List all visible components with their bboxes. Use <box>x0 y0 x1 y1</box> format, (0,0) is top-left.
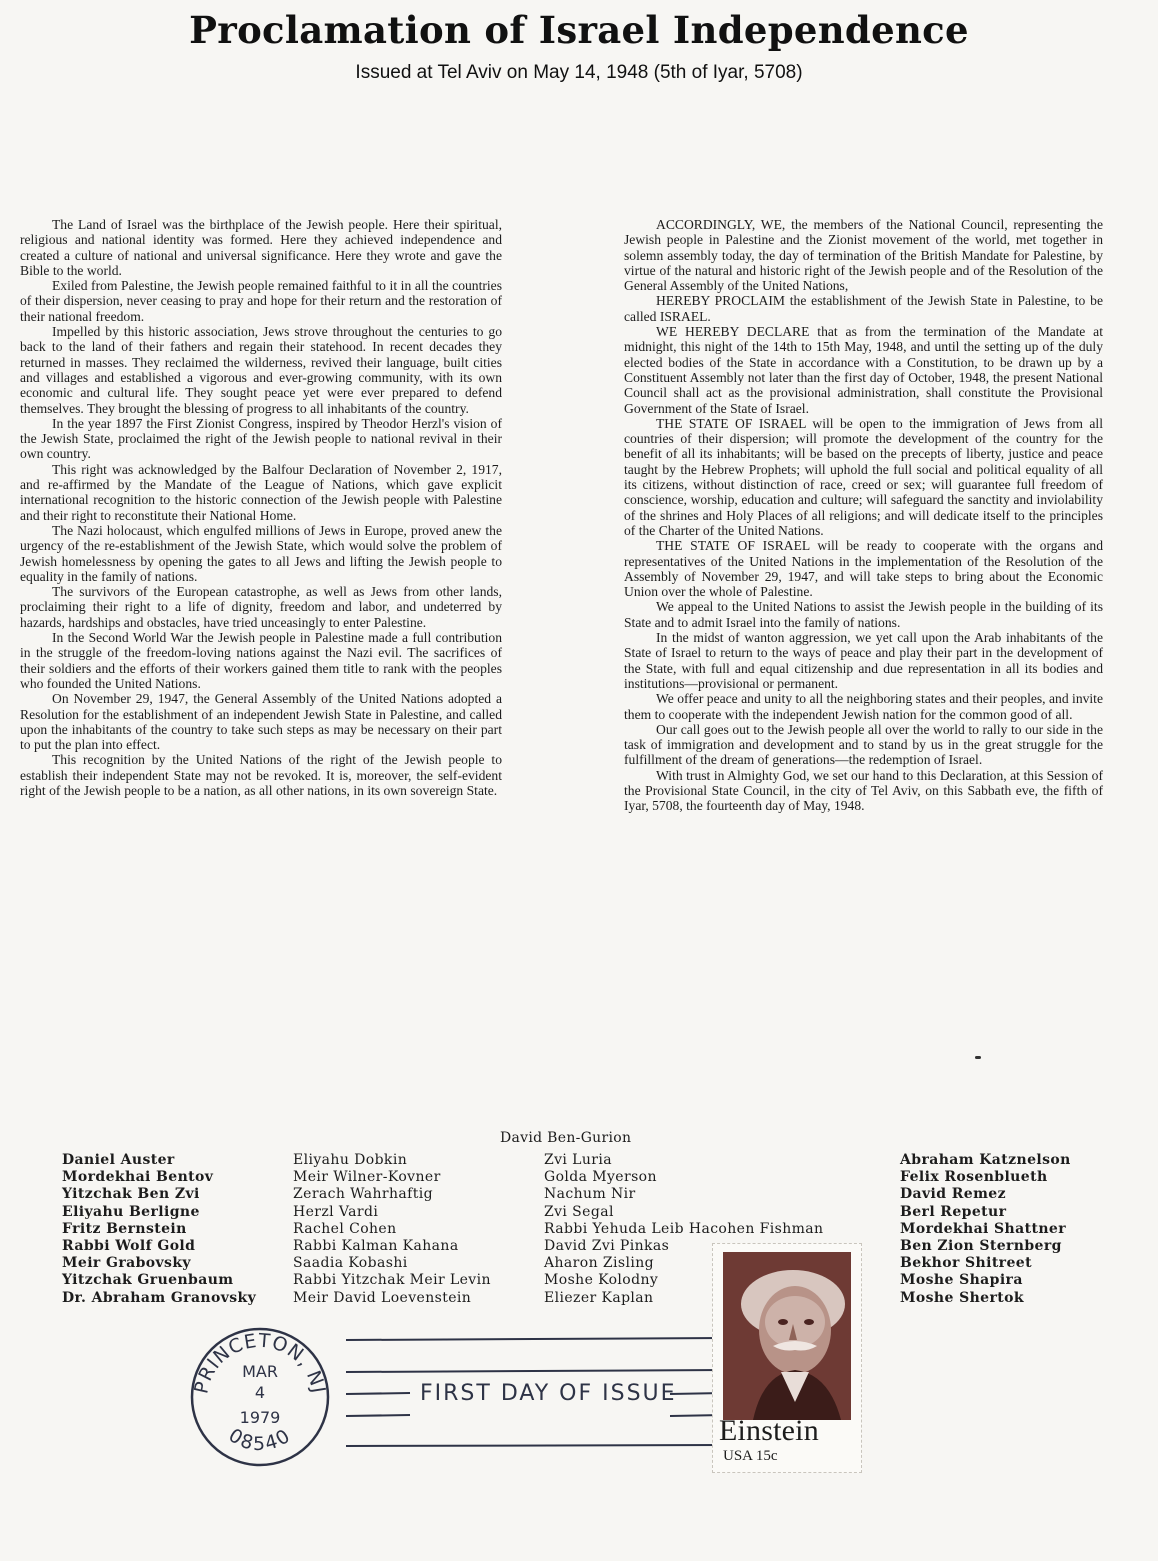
right-column-paragraph: Our call goes out to the Jewish people all over the world to rally to our side in the task of immigration and development and to stand by us in the great struggle for the fulfillment of the dream of generations—the redemption of Israel. <box>624 721 1103 768</box>
stamp-name: Einstein <box>719 1414 819 1447</box>
left-column-paragraph: This right was acknowledged by the Balfour Declaration of November 2, 1917, and re-affirmed by the Mandate of the League of Nations, which gave explicit international recognition to the historic connection of the Jewish people with Palestine and their right to reconstitute their National Home. <box>20 461 502 523</box>
signatory-name: Eliyahu Berligne <box>62 1203 200 1220</box>
postmark-city: PRINCETON, NJ <box>190 1329 330 1396</box>
signatory-name: Moshe Shapira <box>900 1272 1023 1289</box>
left-column-paragraph: The Land of Israel was the birthplace of the Jewish people. Here their spiritual, religious and national identity was formed. Here they achieved independence and created a culture of national and universal significance. Here they wrote and gave the Bible to the world. <box>20 217 502 278</box>
page-title: Proclamation of Israel Independence <box>189 8 969 52</box>
proclamation-left-column <box>20 217 502 798</box>
signatory-name: Abraham Katznelson <box>900 1152 1071 1168</box>
postmark <box>185 1322 335 1472</box>
postmark-month: MAR <box>242 1362 278 1381</box>
postmark-year: 1979 <box>239 1408 281 1427</box>
right-column-paragraph: We appeal to the United Nations to assist the Jewish people in the building of its State and to admit Israel into the family of nations. <box>624 599 1103 630</box>
signatory-name: Yitzchak Gruenbaum <box>62 1272 234 1289</box>
left-column-paragraph: In the Second World War the Jewish people in Palestine made a full contribution in the struggle of the freedom-loving nations against the Nazi evil. The sacrifices of their soldiers and the efforts of their workers gained them title to rank with the peoples who founded the United Nations. <box>20 630 502 691</box>
signatory-name: David Remez <box>900 1186 1006 1203</box>
signatory-name: Rachel Cohen <box>293 1220 397 1237</box>
signatory-name: Bekhor Shitreet <box>900 1255 1032 1272</box>
svg-text:08540 <box>225 1424 296 1455</box>
left-column-paragraph: Impelled by this historic association, Jews strove throughout the centuries to go back to the land of their fathers and regain their statehood. In recent decades they returned in masses. They reclaimed the wilderness, revived their language, built cities and villages and established a vigorous and ever-growing community, with its own economic and cultural life. They sought peace yet were ever prepared to defend themselves. They brought the blessing of progress to all inhabitants of the country. <box>20 324 502 416</box>
einstein-stamp <box>712 1243 862 1473</box>
ink-speck <box>975 1056 981 1059</box>
lead-signatory: David Ben-Gurion <box>500 1130 632 1146</box>
signatory-name: Meir Wilner-Kovner <box>293 1169 441 1186</box>
left-column-paragraph: The Nazi holocaust, which engulfed millions of Jews in Europe, proved anew the urgency of the re-establishment of the Jewish State, which would solve the problem of Jewish homelessness by opening the gates to all Jews and lifting the Jewish people to equality in the family of nations. <box>20 522 502 584</box>
page-subtitle: Issued at Tel Aviv on May 14, 1948 (5th of Iyar, 5708) <box>355 62 803 83</box>
signatory-name: Ben Zion Sternberg <box>900 1237 1062 1254</box>
signatory-name: Zerach Wahrhaftig <box>293 1186 433 1203</box>
signatory-name: Berl Repetur <box>900 1203 1007 1220</box>
signatory-name: Rabbi Wolf Gold <box>62 1237 196 1254</box>
left-column-paragraph: The survivors of the European catastrophe, as well as Jews from other lands, proclaiming their right to a life of dignity, freedom and labor, and undeterred by hazards, hardships and obstacles, have tried unceasingly to enter Palestine. <box>20 584 502 630</box>
signatory-name: Zvi Segal <box>544 1203 614 1220</box>
right-column-paragraph: THE STATE OF ISRAEL will be open to the immigration of Jews from all countries of their dispersion; will promote the development of the country for the benefit of all its inhabitants; will be based on the precepts of liberty, justice and peace taught by the Hebrew Prophets; will uphold the full social and political equality of all its citizens, without distinction of race, creed or sex; will guarantee full freedom of conscience, worship, education and culture; will safeguard the sanctity and inviolability of the shrines and Holy Places of all religions; and will dedicate itself to the principles of the Charter of the United Nations. <box>624 415 1103 538</box>
right-column-paragraph: HEREBY PROCLAIM the establishment of the Jewish State in Palestine, to be called ISRAEL. <box>624 293 1103 324</box>
left-column-paragraph: Exiled from Palestine, the Jewish people remained faithful to it in all the countries of their dispersion, never ceasing to pray and hope for their return and the restoration of their national freedom. <box>20 278 502 324</box>
signatory-name: Dr. Abraham Granovsky <box>62 1289 257 1306</box>
first-day-of-issue-text: FIRST DAY OF ISSUE <box>420 1381 677 1406</box>
signatory-name: Rabbi Yitzchak Meir Levin <box>293 1272 491 1289</box>
left-column-paragraph: In the year 1897 the First Zionist Congress, inspired by Theodor Herzl's vision of the Jewish State, proclaimed the right of the Jewish people to national revival in their own country. <box>20 415 502 462</box>
stamp-value: USA 15c <box>723 1448 778 1464</box>
signatory-name: Yitzchak Ben Zvi <box>62 1186 200 1203</box>
signatory-name: David Zvi Pinkas <box>544 1237 670 1254</box>
right-column-paragraph: THE STATE OF ISRAEL will be ready to cooperate with the organs and representatives of the United Nations in the implementation of the Resolution of the Assembly of November 29, 1947, and will take steps to bring about the Economic Union over the whole of Palestine. <box>624 538 1103 600</box>
left-column-paragraph: On November 29, 1947, the General Assembly of the United Nations adopted a Resolution for the establishment of an independent Jewish State in Palestine, and called upon the inhabitants of the country to take such steps as may be necessary on their part to put the plan into effect. <box>20 691 502 753</box>
signatory-name: Moshe Kolodny <box>544 1272 659 1289</box>
signatory-column-2 <box>293 1152 491 1307</box>
signatory-name: Zvi Luria <box>544 1152 612 1168</box>
signatory-name: Meir David Loevenstein <box>293 1289 472 1306</box>
right-column-paragraph: WE HEREBY DECLARE that as from the termination of the Mandate at midnight, this night of the 14th to 15th May, 1948, and until the setting up of the duly elected bodies of the State in accordance with a Constitution, to be drawn up by a Constituent Assembly not later than the first day of October, 1948, the present National Council shall act as the provisional administration, shall constitute the Provisional Government of the State of Israel. <box>624 324 1103 416</box>
signatory-column-1 <box>62 1152 256 1307</box>
signatory-name: Nachum Nir <box>544 1186 636 1203</box>
signatory-name: Eliezer Kaplan <box>544 1289 654 1306</box>
proclamation-right-column <box>624 217 1103 814</box>
signatory-name: Rabbi Yehuda Leib Hacohen Fishman <box>544 1220 824 1237</box>
signatory-name: Eliyahu Dobkin <box>293 1152 408 1168</box>
einstein-portrait <box>723 1252 851 1420</box>
signatory-name: Herzl Vardi <box>293 1203 379 1220</box>
right-column-paragraph: We offer peace and unity to all the neighboring states and their peoples, and invite them to cooperate with the independent Jewish nation for the common good of all. <box>624 691 1103 722</box>
right-column-paragraph: With trust in Almighty God, we set our hand to this Declaration, at this Session of the Provisional State Council, in the city of Tel Aviv, on this Sabbath eve, the fifth of Iyar, 5708, the fourteenth day of May, 1948. <box>624 767 1103 814</box>
postmark-zip: 08540 <box>224 1424 296 1456</box>
signatory-name: Felix Rosenblueth <box>900 1169 1048 1186</box>
signatory-name: Daniel Auster <box>62 1152 175 1168</box>
signatory-name: Meir Grabovsky <box>62 1255 191 1272</box>
signatory-name: Moshe Shertok <box>900 1289 1024 1306</box>
signatory-name: Mordekhai Shattner <box>900 1220 1067 1237</box>
right-column-paragraph: In the midst of wanton aggression, we yet call upon the Arab inhabitants of the State of Israel to return to the ways of peace and play their part in the development of the State, with full and equal citizenship and due representation in all its bodies and institutions—provisional or permanent. <box>624 630 1103 691</box>
signatories <box>0 1130 1158 1330</box>
left-column-paragraph: This recognition by the United Nations of the right of the Jewish people to establish their independent State may not be revoked. It is, moreover, the self-evident right of the Jewish people to be a nation, as all other nations, in its own sovereign State. <box>20 752 502 798</box>
signatory-name: Golda Myerson <box>544 1169 657 1186</box>
signatory-column-4 <box>900 1152 1071 1307</box>
signatory-name: Saadia Kobashi <box>293 1255 408 1272</box>
signatory-name: Fritz Bernstein <box>62 1220 187 1237</box>
postmark-day: 4 <box>254 1383 266 1402</box>
signatory-name: Rabbi Kalman Kahana <box>293 1237 459 1254</box>
signatory-name: Mordekhai Bentov <box>62 1169 214 1186</box>
signatory-name: Aharon Zisling <box>544 1255 654 1272</box>
right-column-paragraph: ACCORDINGLY, WE, the members of the National Council, representing the Jewish people in Palestine and the Zionist movement of the world, met together in solemn assembly today, the day of termination of the British Mandate for Palestine, by virtue of the natural and historic right of the Jewish people and of the Resolution of the General Assembly of the United Nations, <box>624 217 1103 294</box>
